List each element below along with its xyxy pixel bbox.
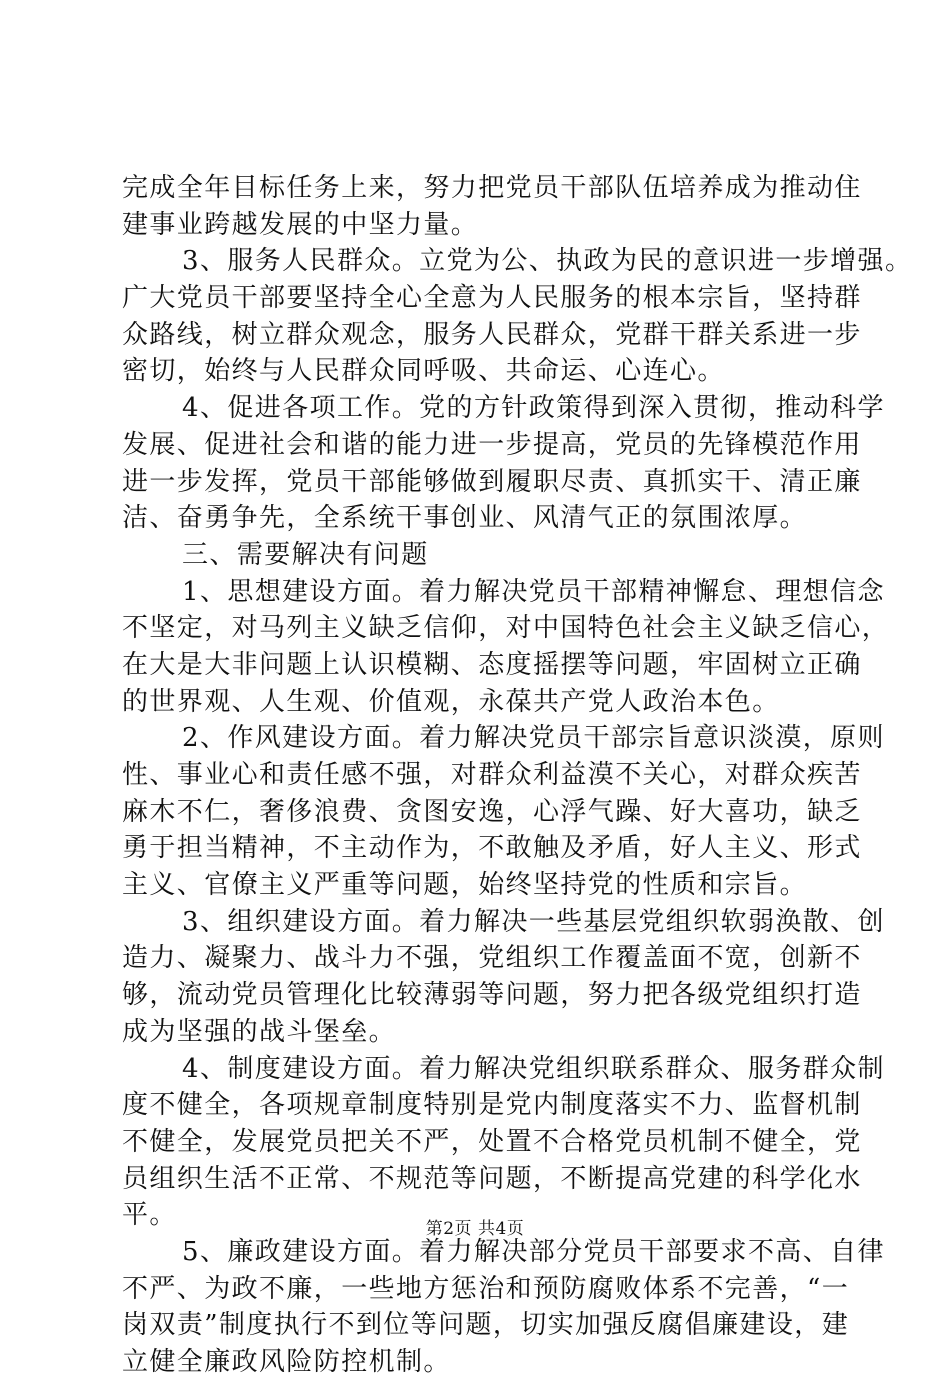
text-line: 在大是大非问题上认识模糊、态度摇摆等问题，牢固树立正确 <box>122 649 862 680</box>
text-line: 不健全，发展党员把关不严，处置不合格党员机制不健全，党 <box>122 1126 862 1157</box>
text-line: 1、思想建设方面。着力解决党员干部精神懈怠、理想信念 <box>182 576 885 607</box>
text-line: 成为坚强的战斗堡垒。 <box>122 1016 397 1047</box>
text-line: 完成全年目标任务上来，努力把党员干部队伍培养成为推动住 <box>122 173 862 203</box>
text-line: 主义、官僚主义严重等问题，始终坚持党的性质和宗旨。 <box>122 870 808 901</box>
text-line: 造力、凝聚力、战斗力不强，党组织工作覆盖面不宽，创新不 <box>122 943 862 974</box>
text-line: 员组织生活不正常、不规范等问题，不断提高党建的科学化水 <box>122 1163 862 1194</box>
text-line: 发展、促进社会和谐的能力进一步提高，党员的先锋模范作用 <box>122 429 862 460</box>
text-line: 平。 <box>122 1200 177 1231</box>
text-line: 4、促进各项工作。党的方针政策得到深入贯彻，推动科学 <box>182 393 885 424</box>
text-line: 建事业跨越发展的中坚力量。 <box>122 209 479 240</box>
text-line: 2、作风建设方面。着力解决党员干部宗旨意识淡漠，原则 <box>182 723 885 754</box>
text-line: 度不健全，各项规章制度特别是党内制度落实不力、监督机制 <box>122 1090 862 1121</box>
page-footer: 第2页 共4页 <box>425 1219 525 1239</box>
text-line: 3、组织建设方面。着力解决一些基层党组织软弱涣散、创 <box>182 906 885 937</box>
text-line: 勇于担当精神，不主动作为，不敢触及矛盾，好人主义、形式 <box>122 833 862 864</box>
text-line: 岗双责”制度执行不到位等问题，切实加强反腐倡廉建设，建 <box>122 1310 850 1341</box>
text-line: 3、服务人民群众。立党为公、执政为民的意识进一步增强。 <box>182 246 913 277</box>
text-line: 4、制度建设方面。着力解决党组织联系群众、服务群众制 <box>182 1053 885 1084</box>
text-line: 不坚定，对马列主义缺乏信仰，对中国特色社会主义缺乏信心， <box>122 613 890 644</box>
text-line: 进一步发挥，党员干部能够做到履职尽责、真抓实干、清正廉 <box>122 466 862 497</box>
text-line: 不严、为政不廉，一些地方惩治和预防腐败体系不完善，“一 <box>122 1273 850 1304</box>
text-line: 密切，始终与人民群众同呼吸、共命运、心连心。 <box>122 356 725 387</box>
text-line: 三、需要解决有问题 <box>182 539 429 570</box>
text-line: 洁、奋勇争先，全系统干事创业、风清气正的氛围浓厚。 <box>122 503 808 534</box>
text-line: 麻木不仁，奢侈浪费、贪图安逸，心浮气躁、好大喜功，缺乏 <box>122 796 862 827</box>
text-line: 5、廉政建设方面。着力解决部分党员干部要求不高、自律 <box>182 1236 885 1267</box>
text-line: 众路线，树立群众观念，服务人民群众，党群干群关系进一步 <box>122 319 862 350</box>
text-line: 够，流动党员管理化比较薄弱等问题，努力把各级党组织打造 <box>122 980 862 1011</box>
text-line: 性、事业心和责任感不强，对群众利益漠不关心，对群众疾苦 <box>122 760 862 790</box>
text-line: 的世界观、人生观、价值观，永葆共产党人政治本色。 <box>122 686 780 717</box>
document-body <box>122 170 913 1381</box>
text-line: 广大党员干部要坚持全心全意为人民服务的根本宗旨，坚持群 <box>122 283 862 314</box>
text-line: 立健全廉政风险防控机制。 <box>122 1347 451 1377</box>
